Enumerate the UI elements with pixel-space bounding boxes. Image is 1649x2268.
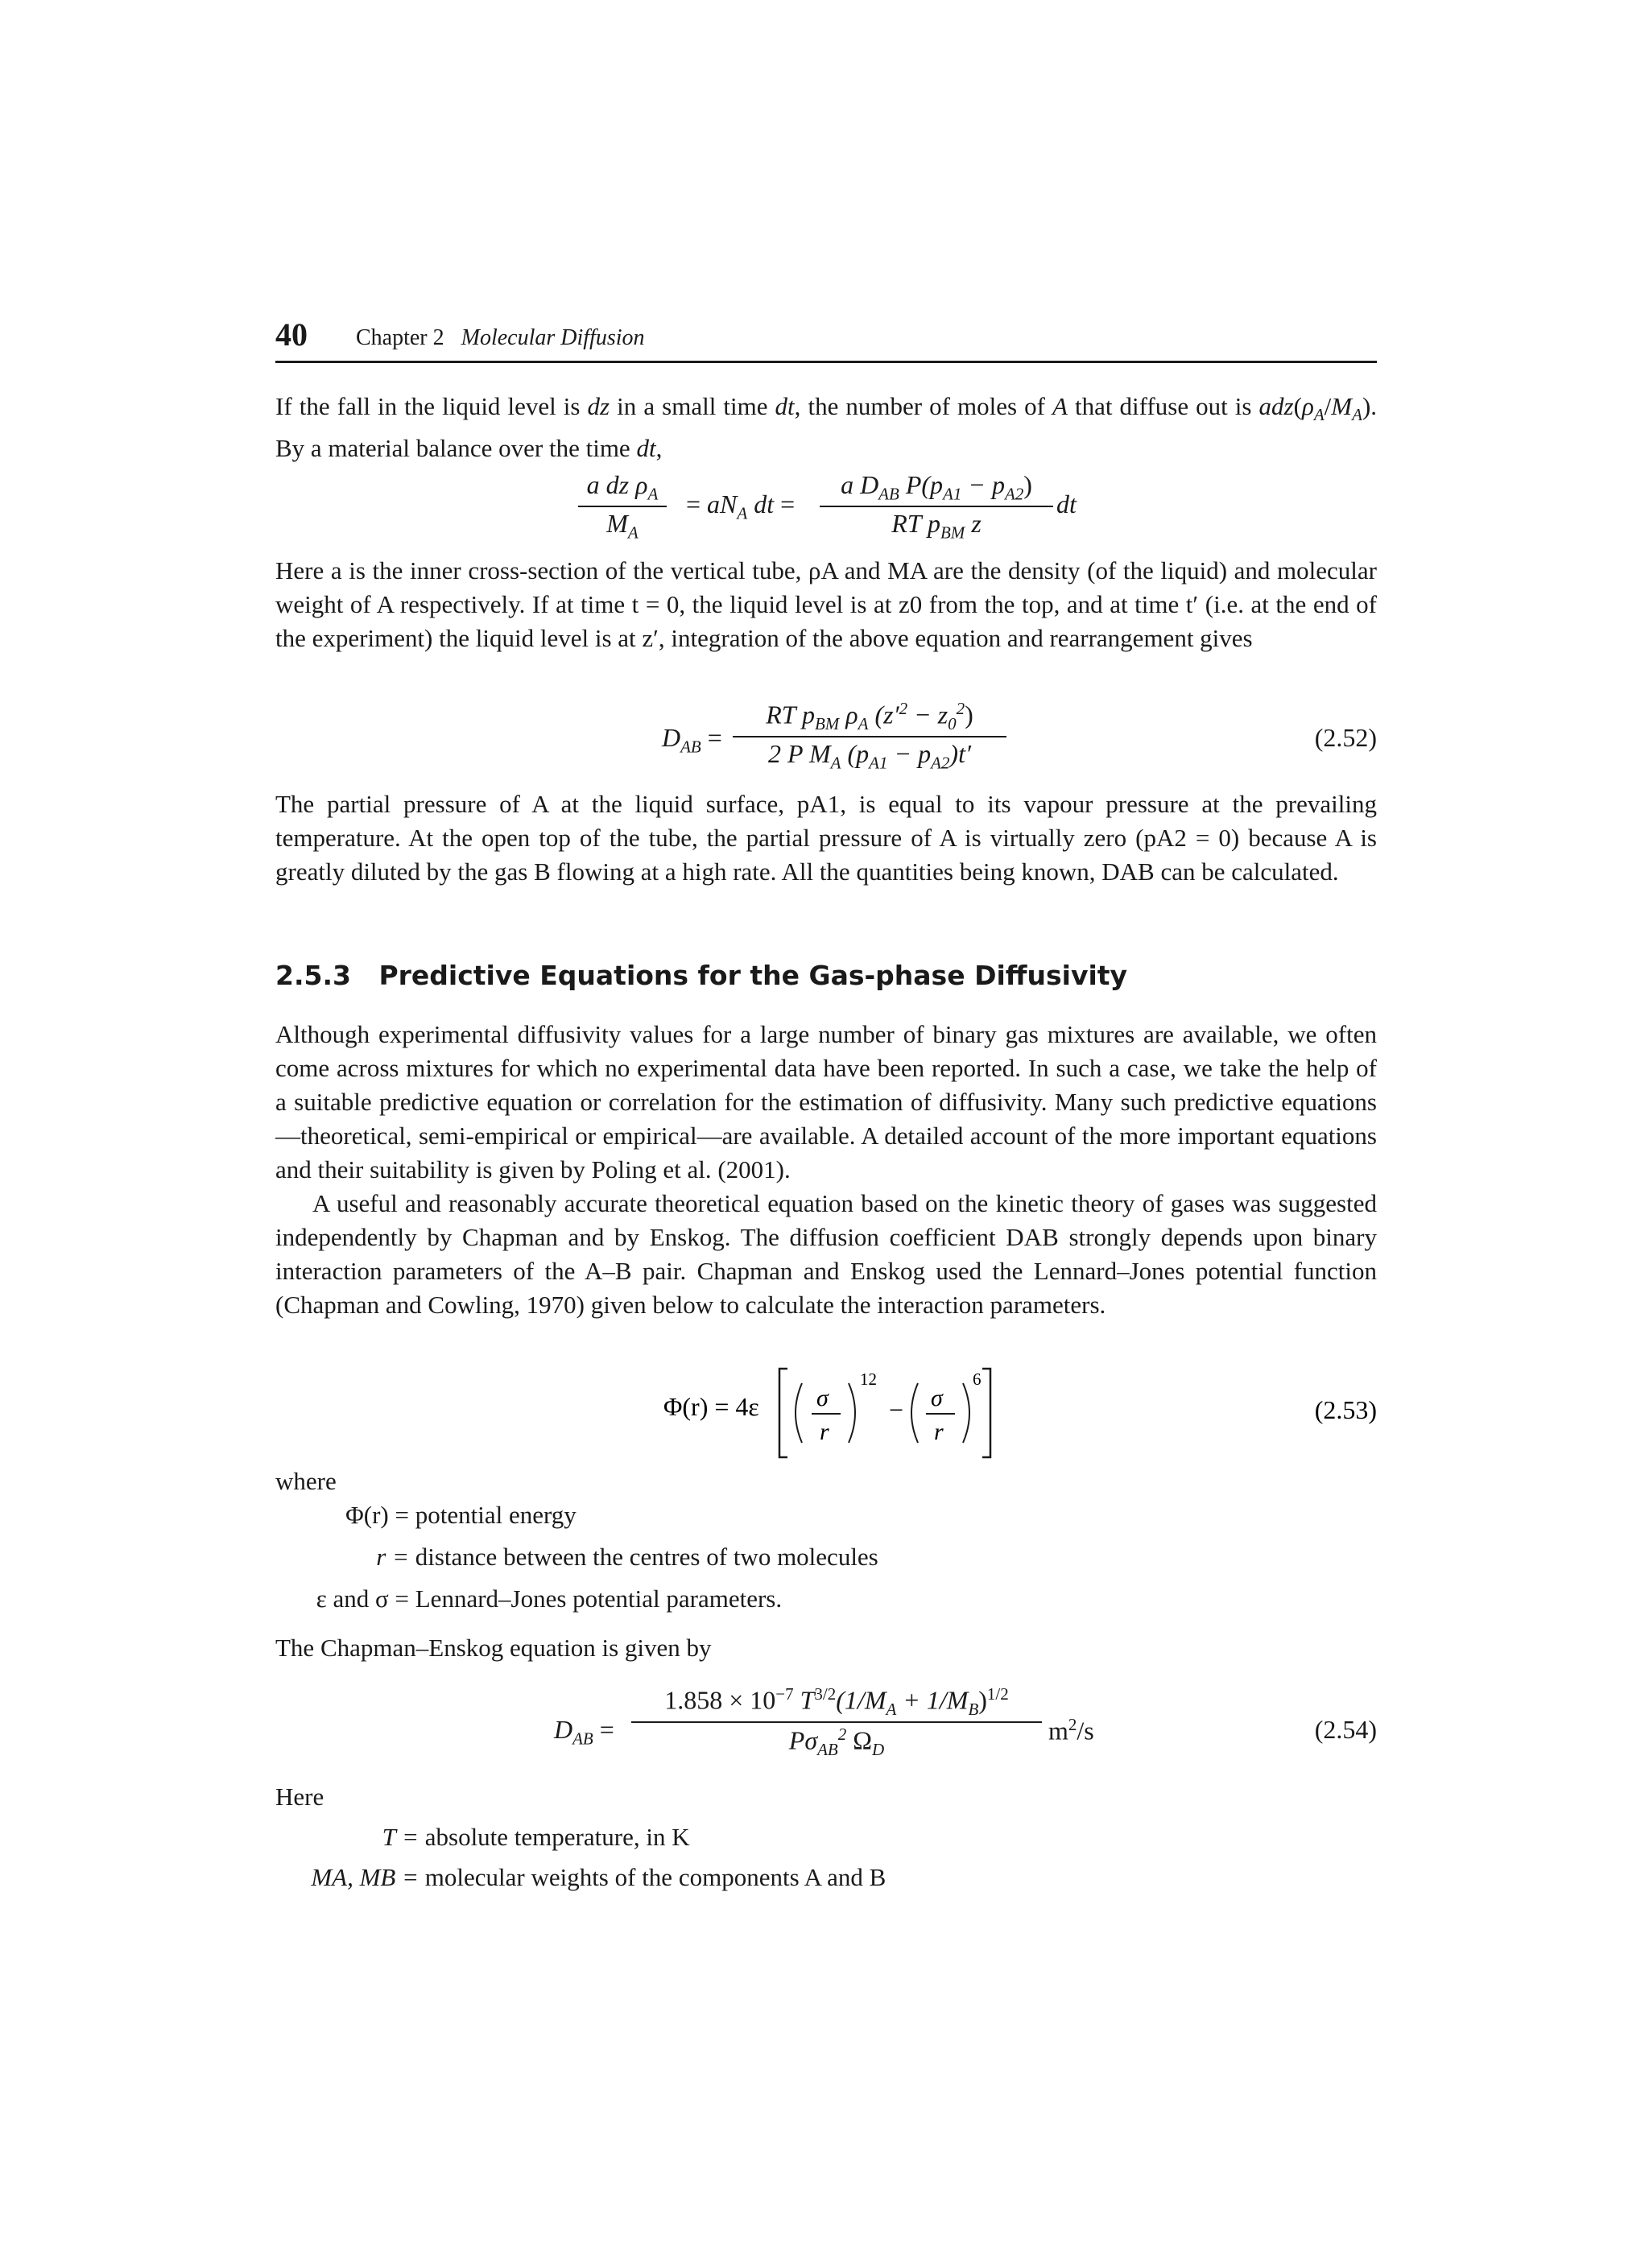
svg-text:σ: σ bbox=[931, 1385, 943, 1411]
svg-text:r: r bbox=[934, 1419, 944, 1445]
chapter-label: Chapter 2 Molecular Diffusion bbox=[356, 325, 645, 350]
svg-text:σ: σ bbox=[816, 1385, 829, 1411]
fraction-2-54: $1.858 \times 10^{-7}$ $T^{3/2}(1/M_A + 1/M_B)^{1/2}$ $P\sigma_{AB}^2$ $\Omega_D$ bbox=[631, 1684, 1042, 1760]
svg-text:r: r bbox=[820, 1419, 829, 1445]
paragraph-experimental: Although experimental diffusivity values for a large number of binary gas mixtures are available, we often come across mixtures for which no experimental data have been reported. In such a case, we take the help of a suitable predictive equation or correlation for the estimation of diffusivity. Many such predictive equations—theoretical, semi-empirical or empirical—are available. A detailed account of the more important equations and their suitability is given by Poling et al. (2001). bbox=[275, 1020, 1377, 1184]
equation-material-balance: a dz $\rho_A$ $M_A$ = $aN_A$ dt = a $D_{AB}$ $P(p_{A1} - p_{A2})$ RT $p_{BM}$ z dt bbox=[0, 470, 1649, 551]
paragraph-chapman-enskog: A useful and reasonably accurate theoretical equation based on the kinetic theory of gases was suggested independently by Chapman and by Enskog. The diffusion coefficient DAB strongly depends upon binary interaction parameters of the A–B pair. Chapman and Enskog used the Lennard–Jones potential function (Chapman and Cowling, 1970) given below to calculate the interaction parameters. bbox=[275, 1189, 1377, 1319]
svg-text:Φ(r) = 4ε: Φ(r) = 4ε bbox=[663, 1392, 759, 1421]
running-header bbox=[275, 316, 1377, 363]
here-label: Here bbox=[275, 1783, 324, 1811]
definition-row: T = absolute temperature, in K bbox=[382, 1823, 690, 1851]
paragraph-cross-section: Here a is the inner cross-section of the vertical tube, ρA and MA are the density (of the liquid) and molecular weight of A respectively. If at time t = 0, the liquid level is at z0 from the top, and at time t′ (i.e. at the end of the experiment) the liquid level is at z′, integration of the above equation and rearrangement gives bbox=[275, 556, 1377, 652]
equation-2-53 bbox=[0, 1361, 1649, 1465]
chapter-title: Molecular Diffusion bbox=[461, 325, 645, 350]
section-heading: 2.5.3 Predictive Equations for the Gas-phase Diffusivity bbox=[275, 960, 1128, 991]
equation-number: (2.54) bbox=[1314, 1715, 1377, 1744]
definition-row: ε and σ = Lennard–Jones potential parameters. bbox=[316, 1584, 783, 1613]
fraction-rhs: a $D_{AB}$ $P(p_{A1} - p_{A2})$ RT $p_{BM}$ z bbox=[820, 470, 1053, 543]
svg-text:−: − bbox=[889, 1395, 904, 1424]
svg-text:(2.53): (2.53) bbox=[1314, 1395, 1377, 1424]
paragraph-partial-pressure: The partial pressure of A at the liquid surface, pA1, is equal to its vapour pressure at the prevailing temperature. At the open top of the tube, the partial pressure of A is virtually zero (pA2 = 0) because A is greatly diluted by the gas B flowing at a high rate. All the quantities being known, DAB can be calculated. bbox=[275, 790, 1377, 886]
where-label: where bbox=[275, 1467, 337, 1495]
svg-text:6: 6 bbox=[973, 1369, 982, 1389]
equation-2-52: $D_{AB}$ = RT $p_{BM}$ $\rho_A$ $(z'^2 - z_0^2)$ 2 P $M_A$ $(p_{A1} - p_{A2})t'$ (2.52) bbox=[662, 699, 1377, 773]
paragraph-intro: If the fall in the liquid level is dz in a small time dt, the number of moles of A that diffuse out is $adz(\rho_A/M_A)$. By a material balance over the time dt, bbox=[275, 392, 1378, 463]
definition-row: Φ(r) = potential energy bbox=[345, 1501, 577, 1529]
fraction-lhs: a dz $\rho_A$ $M_A$ bbox=[578, 470, 667, 543]
definition-row: MA, MB = molecular weights of the components A and B bbox=[311, 1863, 886, 1891]
equation-2-54: $D_{AB}$ = $1.858 \times 10^{-7}$ $T^{3/2}(1/M_A + 1/M_B)^{1/2}$ $P\sigma_{AB}^2$ $\Omega_D$ $m^2/s$ (2.54) bbox=[554, 1684, 1377, 1760]
definition-row: r = distance between the centres of two molecules bbox=[376, 1543, 878, 1571]
page-number: 40 bbox=[275, 316, 308, 353]
equation-number: (2.52) bbox=[1314, 723, 1377, 752]
paragraph-chapman-enskog-equation: The Chapman–Enskog equation is given by bbox=[275, 1634, 712, 1662]
svg-text:12: 12 bbox=[860, 1369, 877, 1389]
fraction-2-52: RT $p_{BM}$ $\rho_A$ $(z'^2 - z_0^2)$ 2 P $M_A$ $(p_{A1} - p_{A2})t'$ bbox=[733, 699, 1006, 773]
